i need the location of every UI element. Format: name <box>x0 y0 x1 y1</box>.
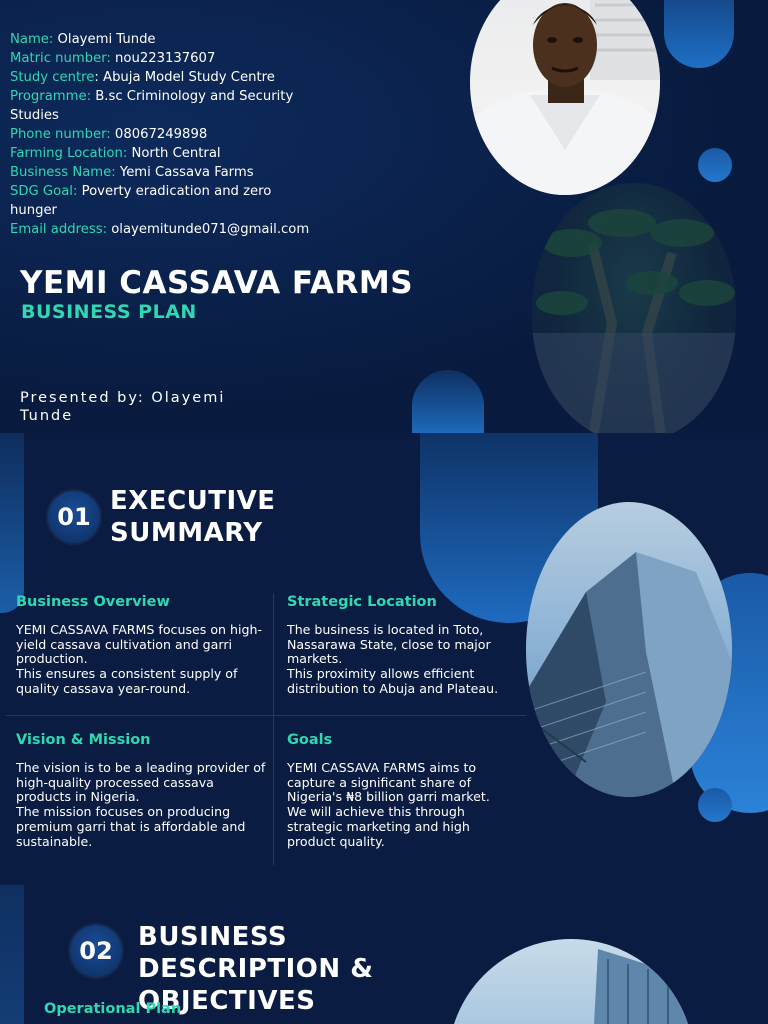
student-info-block <box>10 30 320 239</box>
info-business-name <box>10 163 320 182</box>
vision-mission-cell <box>16 732 266 849</box>
decorative-dot <box>698 148 732 182</box>
presenter-photo-svg <box>470 0 660 195</box>
info-label: SDG Goal: <box>10 184 78 199</box>
section-title-line: EXECUTIVE <box>110 486 276 516</box>
info-farming-location <box>10 144 320 163</box>
info-study-centre <box>10 68 320 87</box>
cell-heading: Business Overview <box>16 594 170 610</box>
building-svg <box>448 939 694 1024</box>
info-matric <box>10 49 320 68</box>
business-description-slide <box>0 885 768 1024</box>
info-label: Matric number: <box>10 51 111 66</box>
building-image <box>448 939 694 1024</box>
section-title-line: BUSINESS <box>138 922 288 952</box>
info-label: Email address: <box>10 222 108 237</box>
cell-heading: Goals <box>287 732 333 748</box>
strategic-location-cell <box>287 594 527 697</box>
cassava-plant-svg <box>532 183 736 433</box>
info-phone <box>10 125 320 144</box>
decorative-pill <box>664 0 734 68</box>
info-value: Olayemi Tunde <box>53 32 156 47</box>
decorative-pill <box>412 370 484 433</box>
info-sdg-goal <box>10 182 320 220</box>
decorative-dot <box>698 788 732 822</box>
decorative-pill <box>0 885 24 1024</box>
info-value: Poverty eradication and zero hunger <box>10 184 272 218</box>
cassava-plant-image <box>532 183 736 433</box>
presenter-photo <box>470 0 660 195</box>
section-title-line: OBJECTIVES <box>138 986 316 1016</box>
cell-text: YEMI CASSAVA FARMS aims to capture a significant share of Nigeria's ₦8 billion garri market. We will achieve this through strategic marketing and high product quality. <box>287 760 490 849</box>
info-label: Programme: <box>10 89 92 104</box>
cell-text: The business is located in Toto, Nassarawa State, close to major markets. This proximity allows efficient distribution to Abuja and Plateau. <box>287 622 499 696</box>
info-value: olayemitunde071@gmail.com <box>107 222 310 237</box>
info-value: : Abuja Model Study Centre <box>94 70 275 85</box>
info-label: Business Name: <box>10 165 116 180</box>
section-number: 01 <box>48 491 100 543</box>
skyscraper-image <box>526 502 732 797</box>
info-value: North Central <box>127 146 221 161</box>
operational-plan-heading: Operational Plan <box>44 1001 182 1017</box>
info-value: nou223137607 <box>110 51 216 66</box>
info-label: Farming Location: <box>10 146 128 161</box>
grid-divider <box>6 715 526 716</box>
info-value: Yemi Cassava Farms <box>115 165 254 180</box>
section-title <box>110 485 276 549</box>
cell-text: YEMI CASSAVA FARMS focuses on high-yield cassava cultivation and garri production. This ensures a consistent supply of quality cassava year-round. <box>16 622 263 696</box>
section-title-line: DESCRIPTION & <box>138 954 374 984</box>
decorative-pill <box>0 433 24 613</box>
presented-by: Presented by: Olayemi Tunde <box>20 390 226 424</box>
info-value: 08067249898 <box>110 127 208 142</box>
info-value: B.sc Criminology and Security Studies <box>10 89 294 123</box>
goals-cell <box>287 732 519 849</box>
info-label: Study centre <box>10 70 95 85</box>
section-title-line: SUMMARY <box>110 518 263 548</box>
cell-heading: Strategic Location <box>287 594 437 610</box>
business-title: YEMI CASSAVA FARMS <box>20 265 414 301</box>
info-programme <box>10 87 320 125</box>
title-slide <box>0 0 768 433</box>
info-label: Phone number: <box>10 127 111 142</box>
info-label: Name: <box>10 32 54 47</box>
executive-summary-slide <box>0 433 768 885</box>
business-overview-cell <box>16 594 266 697</box>
section-number: 02 <box>70 925 122 977</box>
business-subtitle: BUSINESS PLAN <box>21 301 197 323</box>
cell-text: The vision is to be a leading provider of high-quality processed cassava products in Nigeria. The mission focuses on producing premium garri that is affordable and sustainable. <box>16 760 266 849</box>
skyscraper-svg <box>526 502 732 797</box>
info-email <box>10 220 320 239</box>
cell-heading: Vision & Mission <box>16 732 151 748</box>
grid-divider <box>273 593 274 865</box>
info-name <box>10 30 320 49</box>
